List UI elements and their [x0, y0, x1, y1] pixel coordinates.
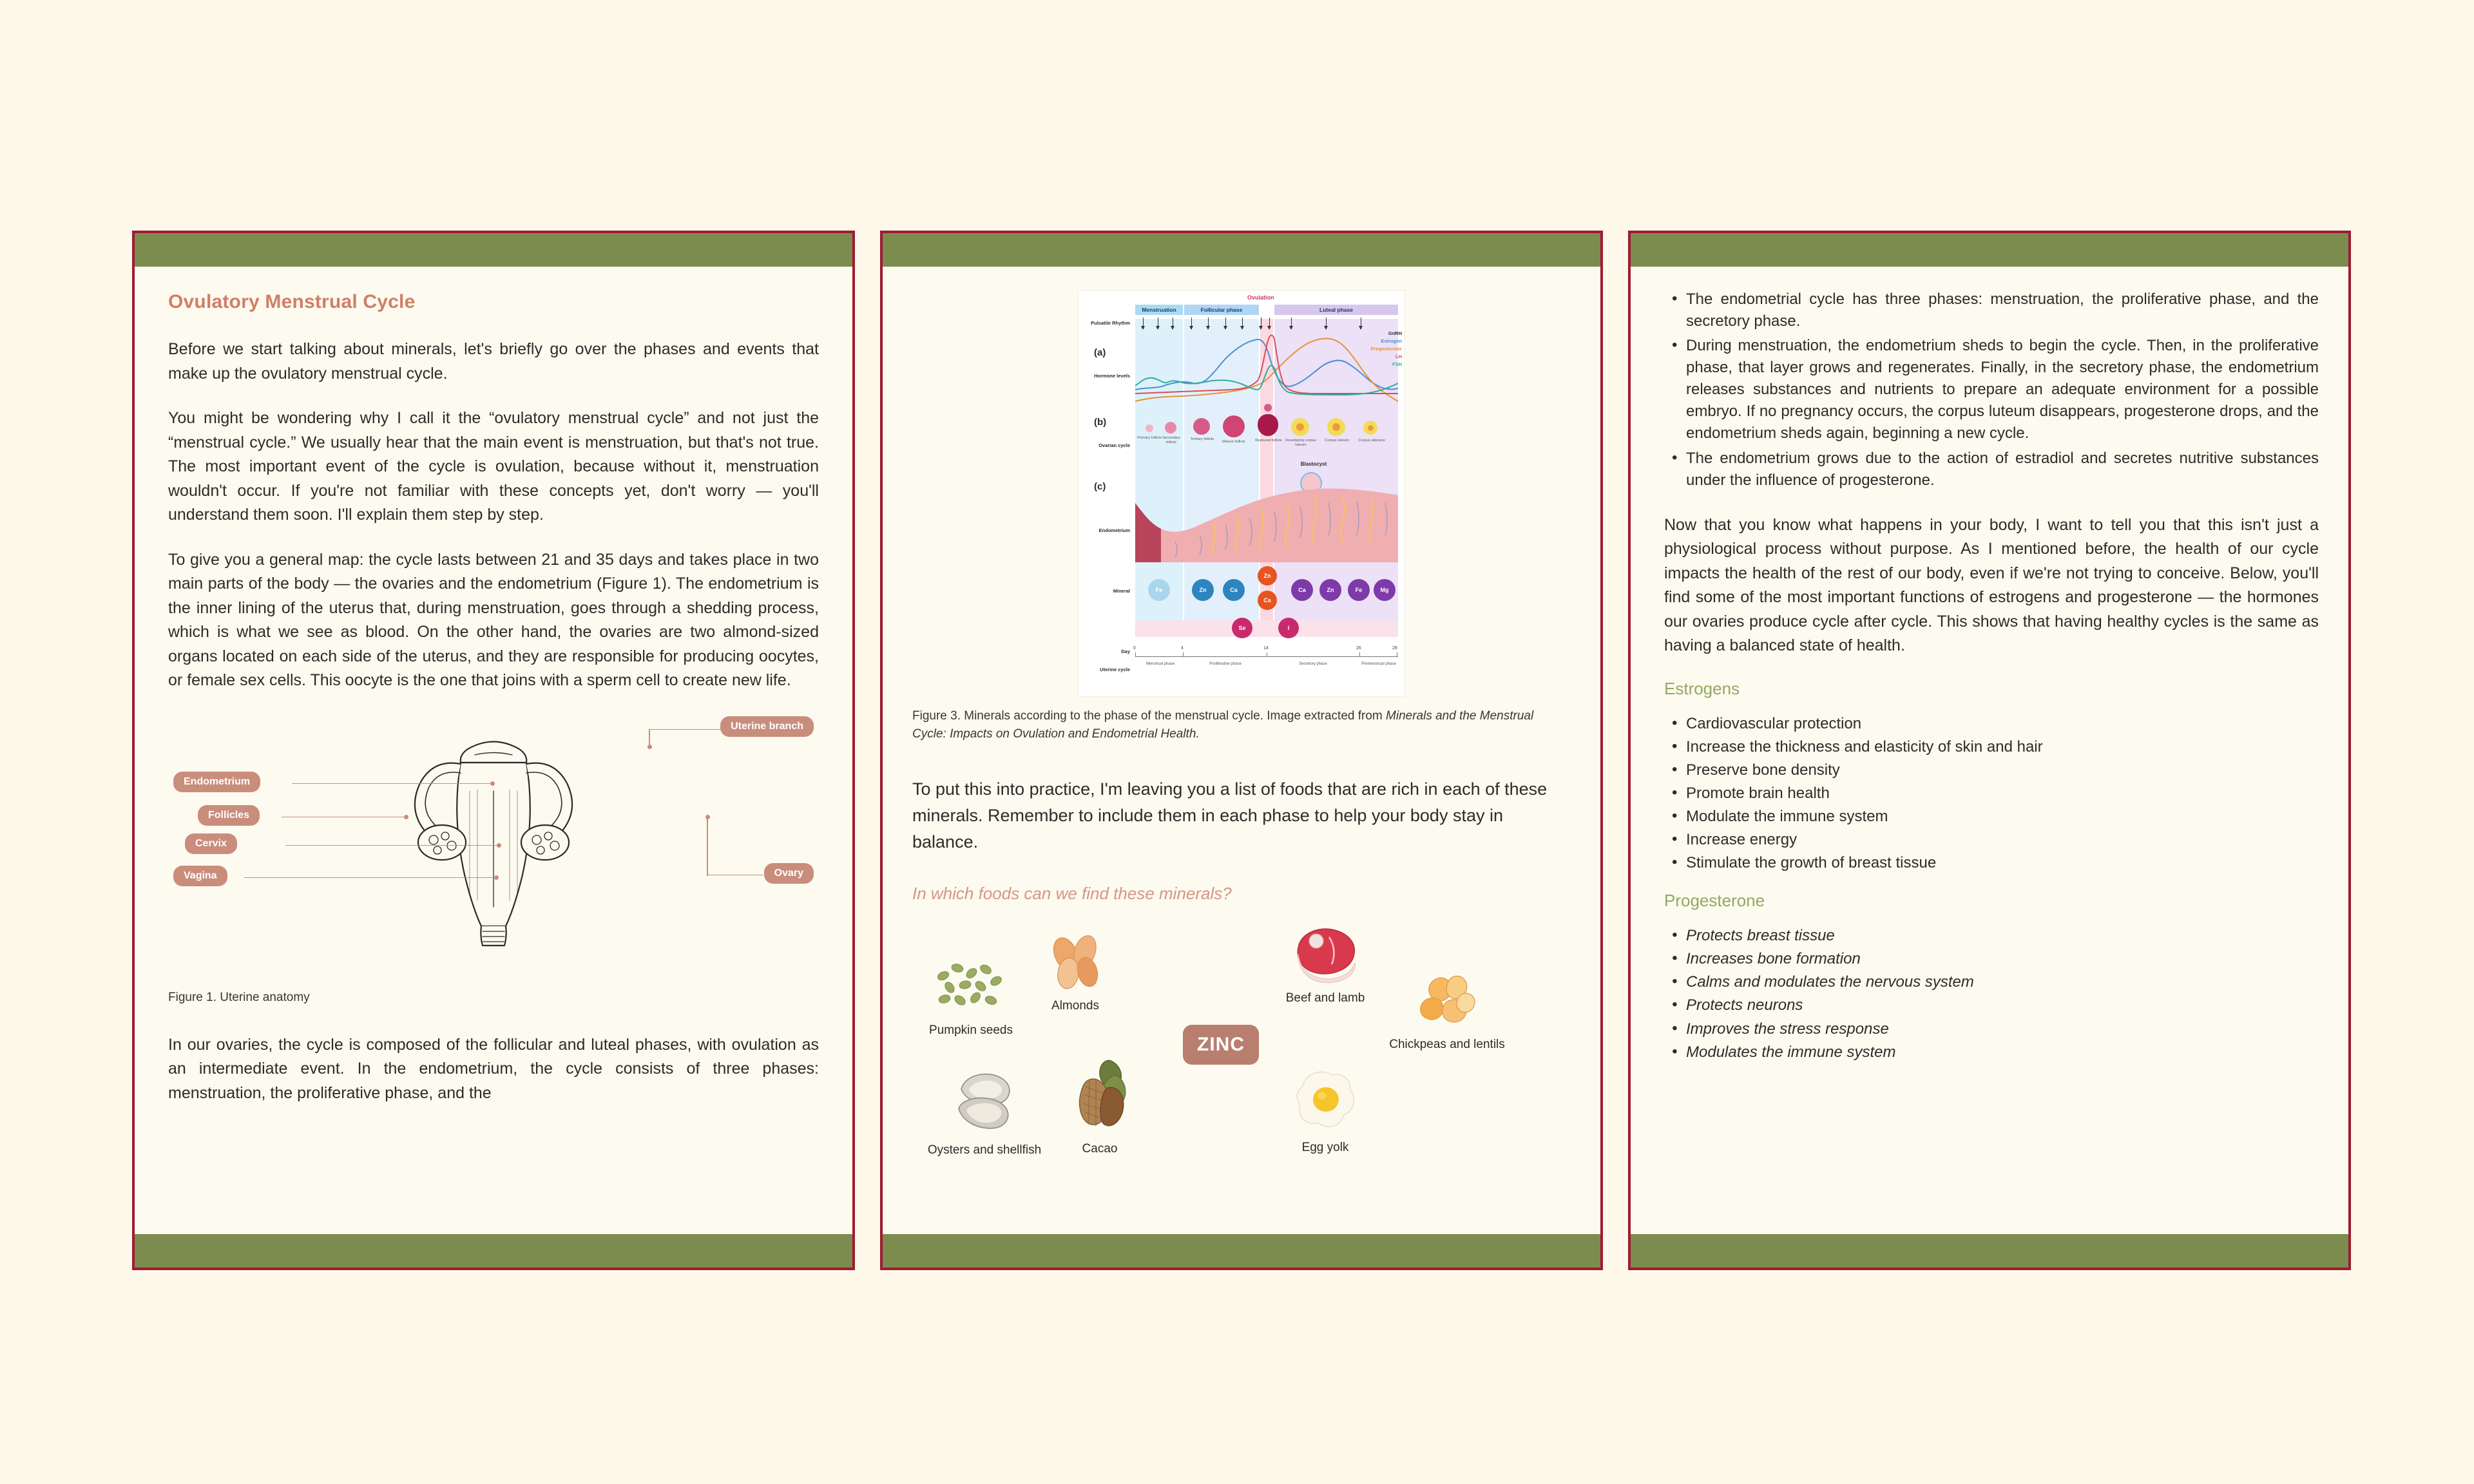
band-menstruation: Menstruation [1135, 305, 1183, 315]
leader-endometrium [292, 783, 493, 785]
day-tick-26: 26 [1356, 646, 1361, 651]
leader-dot-follicles [404, 815, 408, 819]
panel-letter-b: (b) [1094, 417, 1107, 428]
food-oysters-shellfish [926, 1066, 1042, 1158]
caption-ruptured-follicle: Ruptured follicle [1255, 439, 1282, 442]
page-2 [880, 231, 1603, 1270]
paragraph-general-map: To give you a general map: the cycle lasts between 21 and 35 days and takes place in two main parts of the body — the ovaries and the endometrium (Figure 1). The endometrium is the inner lining of the uterus that, during menstruation, goes through a shedding process, which is what we see as blood. On the other hand, the ovaries are two almond-sized organs located on each side of the uterus, and they are responsible for producing oocytes, or female sex cells. This oocyte is the one that joins with a sperm cell to create new life. [168, 550, 819, 689]
mineral-zn-follicular: Zn [1192, 579, 1214, 601]
mineral-ca-ovulation: Ca [1258, 591, 1277, 610]
caption-developing-corpus-luteum: Developing corpus luteum [1285, 439, 1316, 447]
beef-icon [1287, 922, 1364, 984]
row-label-day: Day [1121, 649, 1130, 654]
leader-uterine-branch-vert [649, 729, 650, 746]
page-1 [132, 231, 855, 1270]
label-uterine-branch: Uterine branch [720, 716, 814, 737]
day-tick-0: 0 [1133, 646, 1136, 651]
leader-ovary [708, 875, 763, 876]
list-item: • The endometrium grows due to the action of estradiol and secretes nutritive substances under the influence of progesterone. [1664, 448, 2319, 491]
paragraph-intro: Before we start talking about minerals, let's briefly go over the phases and events that make up the ovulatory menstrual cycle. [168, 340, 819, 383]
page-1-content [135, 267, 852, 1234]
list-item: • Stimulate the growth of breast tissue [1664, 852, 2319, 874]
day-tick-14: 14 [1263, 646, 1269, 651]
list-item: • Increase energy [1664, 829, 2319, 851]
legend-lh: LH [1395, 354, 1402, 359]
page-3-content [1631, 267, 2348, 1234]
mineral-fe-menstruation: Fe [1148, 579, 1170, 601]
figure-1-caption: Figure 1. Uterine anatomy [168, 990, 310, 1004]
food-beef-lamb [1264, 922, 1386, 1006]
food-cacao [1045, 1057, 1155, 1157]
food-label: Egg yolk [1301, 1141, 1349, 1155]
day-tick [1359, 652, 1360, 657]
follicle-primary-icon [1146, 424, 1153, 432]
legend-fsh: FSH [1392, 361, 1402, 367]
legend-gnrh: GnRH [1388, 330, 1402, 336]
follicle-mature-icon [1223, 415, 1245, 437]
caption-tertiary-follicle: Tertiary follicle [1190, 437, 1214, 441]
corpus-albicans-icon [1363, 421, 1377, 435]
leader-dot-ovary [705, 815, 710, 819]
uterus-illustration-icon [355, 714, 632, 952]
label-endometrium: Endometrium [173, 772, 260, 792]
uterine-phase-premenstrual: Premenstrual phase [1361, 662, 1396, 666]
legend-progesterone: Progesterone [1370, 346, 1402, 352]
follicle-secondary-icon [1165, 422, 1176, 433]
almonds-icon [1040, 929, 1111, 991]
row-label-pulsatile: Pulsatile Rhythm [1091, 320, 1130, 326]
caption-corpus-luteum: Corpus luteum [1325, 439, 1349, 442]
leader-dot-cervix [497, 843, 501, 848]
day-tick [1135, 652, 1136, 657]
panel-letter-a: (a) [1094, 347, 1106, 358]
uterine-phase-secretory: Secretory phase [1299, 662, 1327, 666]
page-3-bottom-band [1631, 1234, 2348, 1268]
progesterone-bullets [1664, 925, 2319, 1063]
leader-dot-vagina [494, 875, 499, 880]
food-chickpeas-lentils [1389, 966, 1505, 1052]
food-label: Cacao [1082, 1142, 1118, 1156]
pumpkin-seeds-icon [929, 954, 1013, 1016]
list-item: • Protects neurons [1664, 994, 2319, 1016]
list-item: • Preserve bone density [1664, 759, 2319, 781]
row-label-hormone-levels: Hormone levels [1094, 373, 1130, 379]
list-item: • Increase the thickness and elasticity of skin and hair [1664, 736, 2319, 758]
blastocyst-label: Blastocyst [1300, 461, 1327, 467]
paragraph-hormone-functions: Now that you know what happens in your body, I want to tell you that this isn't just a physiological process without purpose. As I mentioned before, the health of our cycle impacts the health of the rest of our body, even if we're not trying to conceive. Below, you'll find some of the most important functions of estrogens and progesterone — the hormones our ovaries produce cycle after cycle. This shows that having healthy cycles is the same as having a balanced state of health. [1664, 515, 2319, 655]
mineral-fe-luteal: Fe [1348, 579, 1370, 601]
hormone-curves-chart [1135, 327, 1398, 404]
list-item: • Protects breast tissue [1664, 925, 2319, 947]
estrogens-bullets [1664, 713, 2319, 875]
leader-ovary-vert [707, 817, 708, 876]
label-vagina: Vagina [173, 866, 227, 886]
estrogens-heading: Estrogens [1664, 678, 1740, 698]
follicle-tertiary-icon [1193, 418, 1210, 435]
leader-cervix [285, 845, 499, 846]
paragraph-why-ovulatory: You might be wondering why I call it the “ovulatory menstrual cycle” and not just the “menstrual cycle.” We usually hear that the main event is menstruation, but that's not true. The most important event of the cycle is ovulation, because without it, menstruation wouldn't occur. If you're not familiar with these concepts yet, don't worry — you'll understand them soon. I'll explain them step by step. [168, 409, 819, 524]
zinc-badge: ZINC [1183, 1025, 1259, 1065]
chickpeas-icon [1410, 966, 1484, 1030]
food-label: Almonds [1051, 999, 1099, 1013]
list-item: • During menstruation, the endometrium sheds to begin the cycle. Then, in the proliferative phase, that layer grows and regenerates. Finally, in the secretory phase, the endometrium releases substances and nutrients to prepare an adequate environment for a possible embryo. If no pregnancy occurs, the corpus luteum disappears, progesterone drops, and the endometrium sheds again, beginning a new cycle. [1664, 335, 2319, 444]
caption-primary-follicle: Primary follicle [1137, 436, 1162, 440]
list-item: • Modulate the immune system [1664, 806, 2319, 828]
list-item: • The endometrial cycle has three phases: menstruation, the proliferative phase, and the secretory phase. [1664, 289, 2319, 332]
mineral-i-span: I [1278, 618, 1299, 638]
oyster-icon [947, 1066, 1022, 1136]
food-label: Pumpkin seeds [929, 1023, 1013, 1038]
paragraph-closing: In our ovaries, the cycle is composed of the follicular and luteal phases, with ovulation as an intermediate event. In the endometrium, the cycle consists of three phases: menstruation, the proliferative phase, and the [168, 1035, 819, 1102]
figure-3-caption-source: Minerals and the Menstrual Cycle: Impacts on Ovulation and Endometrial Health. [912, 709, 1534, 741]
mineral-zn-luteal: Zn [1319, 579, 1341, 601]
panel-letter-c: (c) [1094, 481, 1106, 492]
food-label: Beef and lamb [1285, 991, 1365, 1005]
list-item: • Modulates the immune system [1664, 1042, 2319, 1063]
leader-follicles [282, 817, 407, 818]
list-item: • Promote brain health [1664, 783, 2319, 804]
caption-secondary-follicle: Secondary follicle [1162, 436, 1180, 444]
figure-3-caption-plain: Figure 3. Minerals according to the phase of the menstrual cycle. Image extracted from [912, 709, 1386, 723]
day-tick-4: 4 [1181, 646, 1184, 651]
figure-3-caption [912, 707, 1571, 743]
row-label-uterine-cycle: Uterine cycle [1100, 667, 1130, 672]
caption-corpus-albicans: Corpus albicans [1358, 439, 1385, 442]
figure-menstrual-cycle-minerals [1078, 290, 1405, 697]
list-item: • Increases bone formation [1664, 948, 2319, 970]
day-tick [1183, 652, 1184, 657]
legend-estrogen: Estrogen [1381, 338, 1402, 344]
food-almonds [1021, 929, 1130, 1014]
page-1-bottom-band [135, 1234, 852, 1268]
page-1-top-band [135, 233, 852, 267]
mineral-ca-luteal: Ca [1291, 579, 1313, 601]
row-label-mineral: Mineral [1113, 588, 1130, 594]
cacao-icon [1062, 1057, 1137, 1134]
mineral-span-strip [1135, 620, 1398, 637]
food-pumpkin-seeds [910, 954, 1032, 1038]
list-item: • Calms and modulates the nervous system [1664, 971, 2319, 993]
leader-vagina [244, 877, 497, 879]
progesterone-heading: Progesterone [1664, 891, 1765, 911]
caption-mature-follicle: Mature follicle [1222, 440, 1245, 444]
food-label: Oysters and shellfish [927, 1143, 1042, 1157]
uterine-phase-menstrual: Menstrual phase [1146, 662, 1175, 666]
foods-grid [912, 923, 1571, 1181]
food-egg-yolk [1271, 1066, 1380, 1156]
page-2-content [883, 267, 1600, 1234]
corpus-luteum-developing-icon [1291, 418, 1309, 436]
leader-uterine-branch [650, 729, 722, 730]
page-title: Ovulatory Menstrual Cycle [168, 291, 416, 312]
band-follicular: Follicular phase [1184, 305, 1259, 315]
ovulation-title: Ovulation [1247, 294, 1274, 301]
list-item: • Cardiovascular protection [1664, 713, 2319, 735]
food-label: Chickpeas and lentils [1389, 1038, 1505, 1052]
row-label-ovarian-cycle: Ovarian cycle [1098, 442, 1130, 448]
endometrium-illustration-icon [1135, 484, 1398, 562]
day-tick-28: 28 [1392, 646, 1397, 651]
label-follicles: Follicles [198, 805, 260, 826]
band-luteal: Luteal phase [1274, 305, 1398, 315]
mineral-se-span: Se [1232, 618, 1252, 638]
label-ovary: Ovary [764, 863, 814, 884]
uterine-phase-proliferative: Proliferative phase [1209, 662, 1242, 666]
paragraph-practice: To put this into practice, I'm leaving you a list of foods that are rich in each of these minerals. Remember to include them in each phase to help your body stay in balance. [912, 779, 1548, 852]
page-2-bottom-band [883, 1234, 1600, 1268]
endometrial-cycle-bullets [1664, 289, 2319, 491]
leader-dot-endometrium [490, 781, 495, 786]
label-cervix: Cervix [185, 833, 237, 854]
page-3 [1628, 231, 2351, 1270]
corpus-luteum-icon [1327, 418, 1345, 436]
egg-yolk-icon [1290, 1066, 1361, 1133]
released-oocyte-icon [1264, 404, 1272, 412]
page-3-top-band [1631, 233, 2348, 267]
foods-heading: In which foods can we find these minerals? [912, 884, 1232, 904]
follicle-ruptured-icon [1258, 414, 1278, 436]
list-item: • Improves the stress response [1664, 1018, 2319, 1040]
mineral-ca-follicular: Ca [1223, 579, 1245, 601]
page-2-top-band [883, 233, 1600, 267]
leader-dot-uterine-branch [647, 745, 652, 749]
figure-uterine-anatomy [168, 714, 819, 984]
mineral-zn-ovulation: Zn [1258, 566, 1277, 585]
mineral-mg-luteal: Mg [1374, 579, 1395, 601]
row-label-endometrium: Endometrium [1098, 528, 1130, 533]
